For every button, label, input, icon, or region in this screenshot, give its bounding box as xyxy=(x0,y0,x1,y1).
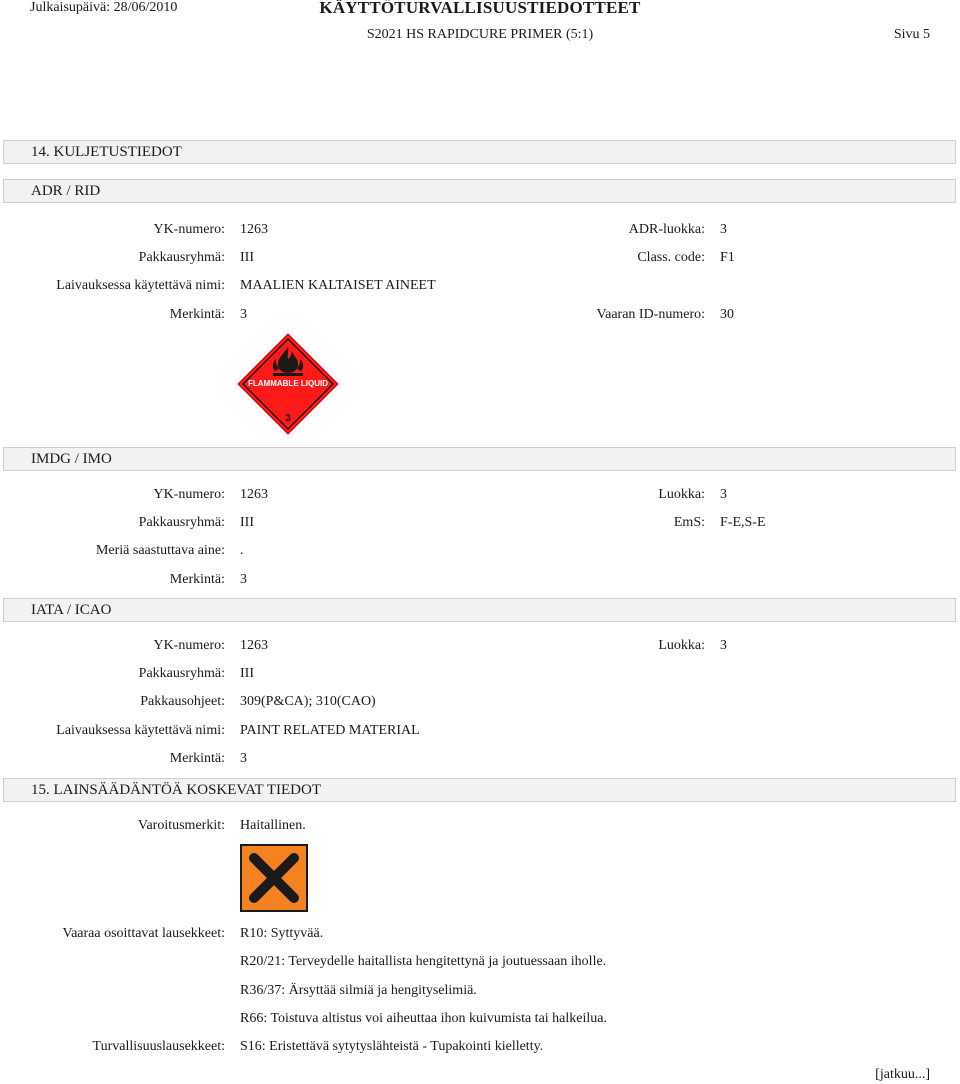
section-15-title: 15. LAINSÄÄDÄNTÖÄ KOSKEVAT TIEDOT xyxy=(31,782,321,798)
imdg-marine-value: . xyxy=(240,543,244,558)
iata-un-value: 1263 xyxy=(240,638,268,653)
pictogram-class-number: 3 xyxy=(285,413,291,424)
imdg-class-label: Luokka: xyxy=(658,487,705,502)
risk-phrase: R10: Syttyvää. xyxy=(240,926,324,941)
adr-code-label: Class. code: xyxy=(637,250,705,265)
iata-class-label: Luokka: xyxy=(658,638,705,653)
section-15-header xyxy=(3,778,956,802)
issue-date: Julkaisupäivä: 28/06/2010 xyxy=(30,0,178,15)
iata-pi-value: 309(P&CA); 310(CAO) xyxy=(240,694,376,709)
adr-mark-label: Merkintä: xyxy=(169,307,225,322)
adr-code-value: F1 xyxy=(720,250,735,265)
iata-mark-label: Merkintä: xyxy=(169,751,225,766)
adr-class-value: 3 xyxy=(720,222,727,237)
adr-pg-value: III xyxy=(240,250,254,265)
safety-phrase: S16: Eristettävä sytytyslähteistä - Tupakointi kielletty. xyxy=(240,1039,544,1054)
imdg-pg-value: III xyxy=(240,515,254,530)
harmful-x-icon xyxy=(240,844,308,912)
pictogram-text: FLAMMABLE LIQUID xyxy=(248,379,328,388)
imdg-pg-label: Pakkausryhmä: xyxy=(138,515,225,530)
risk-phrases-label: Vaaraa osoittavat lausekkeet: xyxy=(62,926,225,941)
imdg-marine-label: Meriä saastuttava aine: xyxy=(95,543,225,558)
flammable-liquid-diamond-icon xyxy=(237,333,339,435)
page-number: Sivu 5 xyxy=(893,27,930,42)
imdg-title: IMDG / IMO xyxy=(31,451,112,467)
section-14-header xyxy=(3,140,956,164)
risk-phrase: R66: Toistuva altistus voi aiheuttaa ihon kuivumista tai halkeilua. xyxy=(240,1011,607,1026)
imdg-un-label: YK-numero: xyxy=(153,487,225,502)
warning-symbols-value: Haitallinen. xyxy=(240,818,306,833)
iata-pi-label: Pakkausohjeet: xyxy=(140,694,225,709)
iata-subheader xyxy=(3,598,956,622)
adr-pg-label: Pakkausryhmä: xyxy=(138,250,225,265)
adr-subheader xyxy=(3,179,956,203)
adr-un-value: 1263 xyxy=(240,222,268,237)
imdg-ems-value: F-E,S-E xyxy=(720,515,766,530)
imdg-un-value: 1263 xyxy=(240,487,268,502)
iata-ship-value: PAINT RELATED MATERIAL xyxy=(240,723,420,738)
imdg-mark-value: 3 xyxy=(240,572,247,587)
adr-ship-label: Laivauksessa käytettävä nimi: xyxy=(56,278,225,293)
adr-title: ADR / RID xyxy=(31,183,101,199)
iata-pg-value: III xyxy=(240,666,254,681)
iata-title: IATA / ICAO xyxy=(31,602,112,618)
product-name: S2021 HS RAPIDCURE PRIMER (5:1) xyxy=(366,27,594,42)
risk-phrase: R36/37: Ärsyttää silmiä ja hengityselimiä. xyxy=(240,983,477,998)
section-14-title: 14. KULJETUSTIEDOT xyxy=(31,144,182,160)
warning-symbols-label: Varoitusmerkit: xyxy=(137,818,225,833)
adr-un-label: YK-numero: xyxy=(153,222,225,237)
iata-class-value: 3 xyxy=(720,638,727,653)
adr-ship-value: MAALIEN KALTAISET AINEET xyxy=(240,278,436,293)
iata-pg-label: Pakkausryhmä: xyxy=(138,666,225,681)
iata-mark-value: 3 xyxy=(240,751,247,766)
adr-hazid-value: 30 xyxy=(720,307,734,322)
continued-marker: [jatkuu...] xyxy=(875,1067,930,1082)
adr-class-label: ADR-luokka: xyxy=(628,222,705,237)
imdg-ems-label: EmS: xyxy=(673,515,705,530)
adr-hazid-label: Vaaran ID-numero: xyxy=(596,307,705,322)
adr-mark-value: 3 xyxy=(240,307,247,322)
iata-un-label: YK-numero: xyxy=(153,638,225,653)
imdg-mark-label: Merkintä: xyxy=(169,572,225,587)
document-title: KÄYTTÖTURVALLISUUSTIEDOTTEET xyxy=(319,0,641,17)
iata-ship-label: Laivauksessa käytettävä nimi: xyxy=(56,723,225,738)
imdg-subheader xyxy=(3,447,956,471)
imdg-class-value: 3 xyxy=(720,487,727,502)
safety-phrases-label: Turvallisuuslausekkeet: xyxy=(92,1039,225,1054)
risk-phrase: R20/21: Terveydelle haitallista hengitettynä ja joutuessaan iholle. xyxy=(240,954,607,969)
